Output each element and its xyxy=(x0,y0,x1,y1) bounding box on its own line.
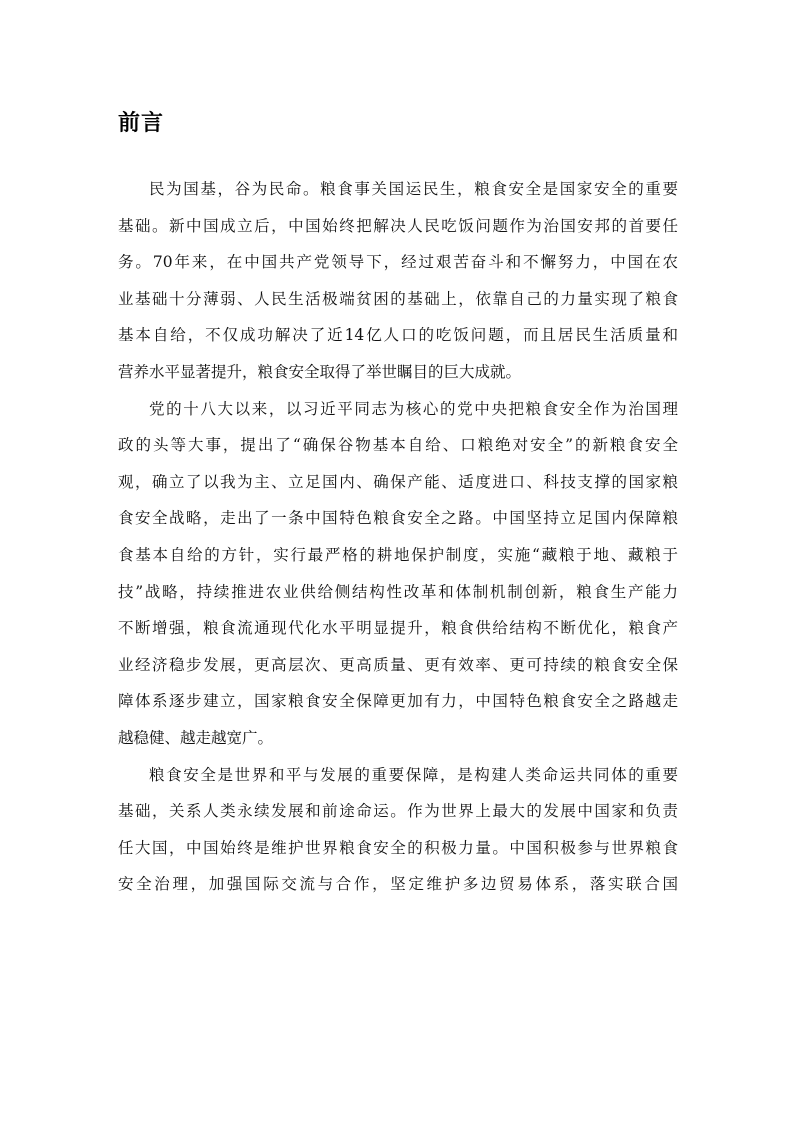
text-line: 民为国基，谷为民命。粮食事关国运民生，粮食安全是国家安全的重要 xyxy=(149,180,678,198)
text-line: 业基础十分薄弱、人民生活极端贫困的基础上，依靠自己的力量实现了粮食 xyxy=(118,289,678,308)
text-line: 基础，关系人类永续发展和前途命运。作为世界上最大的发展中国家和负责 xyxy=(118,802,678,821)
document-body xyxy=(118,171,678,903)
paragraph-1 xyxy=(118,171,678,391)
paragraph-3 xyxy=(118,757,678,903)
text-line: 党的十八大以来，以习近平同志为核心的党中央把粮食安全作为治国理 xyxy=(149,399,678,418)
text-line: 政的头等大事，提出了“确保谷物基本自给、口粮绝对安全”的新粮食安全 xyxy=(118,436,678,455)
text-line: 基本自给，不仅成功解决了近14亿人口的吃饭问题，而且居民生活质量和 xyxy=(118,326,678,345)
text-line: 任大国，中国始终是维护世界粮食安全的积极力量。中国积极参与世界粮食 xyxy=(118,838,678,857)
text-line: 观，确立了以我为主、立足国内、确保产能、适度进口、科技支撑的国家粮 xyxy=(118,472,678,491)
paragraph-2 xyxy=(118,391,678,757)
text-line: 基础。新中国成立后，中国始终把解决人民吃饭问题作为治国安邦的首要任 xyxy=(118,216,678,235)
text-line: 食基本自给的方针，实行最严格的耕地保护制度，实施“藏粮于地、藏粮于 xyxy=(118,545,678,564)
text-line: 粮食安全是世界和平与发展的重要保障，是构建人类命运共同体的重要 xyxy=(149,765,678,784)
text-line: 越稳健、越走越宽广。 xyxy=(118,728,274,747)
text-line: 安全治理，加强国际交流与合作，坚定维护多边贸易体系，落实联合国 xyxy=(118,875,678,894)
text-line: 食安全战略，走出了一条中国特色粮食安全之路。中国坚持立足国内保障粮 xyxy=(118,509,678,528)
page-title: 前言 xyxy=(118,111,165,136)
text-line: 务。70年来，在中国共产党领导下，经过艰苦奋斗和不懈努力，中国在农 xyxy=(118,253,678,272)
text-line: 业经济稳步发展，更高层次、更高质量、更有效率、更可持续的粮食安全保 xyxy=(118,655,678,674)
text-line: 不断增强，粮食流通现代化水平明显提升，粮食供给结构不断优化，粮食产 xyxy=(118,619,678,638)
text-line: 技”战略，持续推进农业供给侧结构性改革和体制机制创新，粮食生产能力 xyxy=(118,582,678,601)
text-line: 营养水平显著提升，粮食安全取得了举世瞩目的巨大成就。 xyxy=(118,362,522,381)
text-line: 障体系逐步建立，国家粮食安全保障更加有力，中国特色粮食安全之路越走 xyxy=(118,692,678,711)
